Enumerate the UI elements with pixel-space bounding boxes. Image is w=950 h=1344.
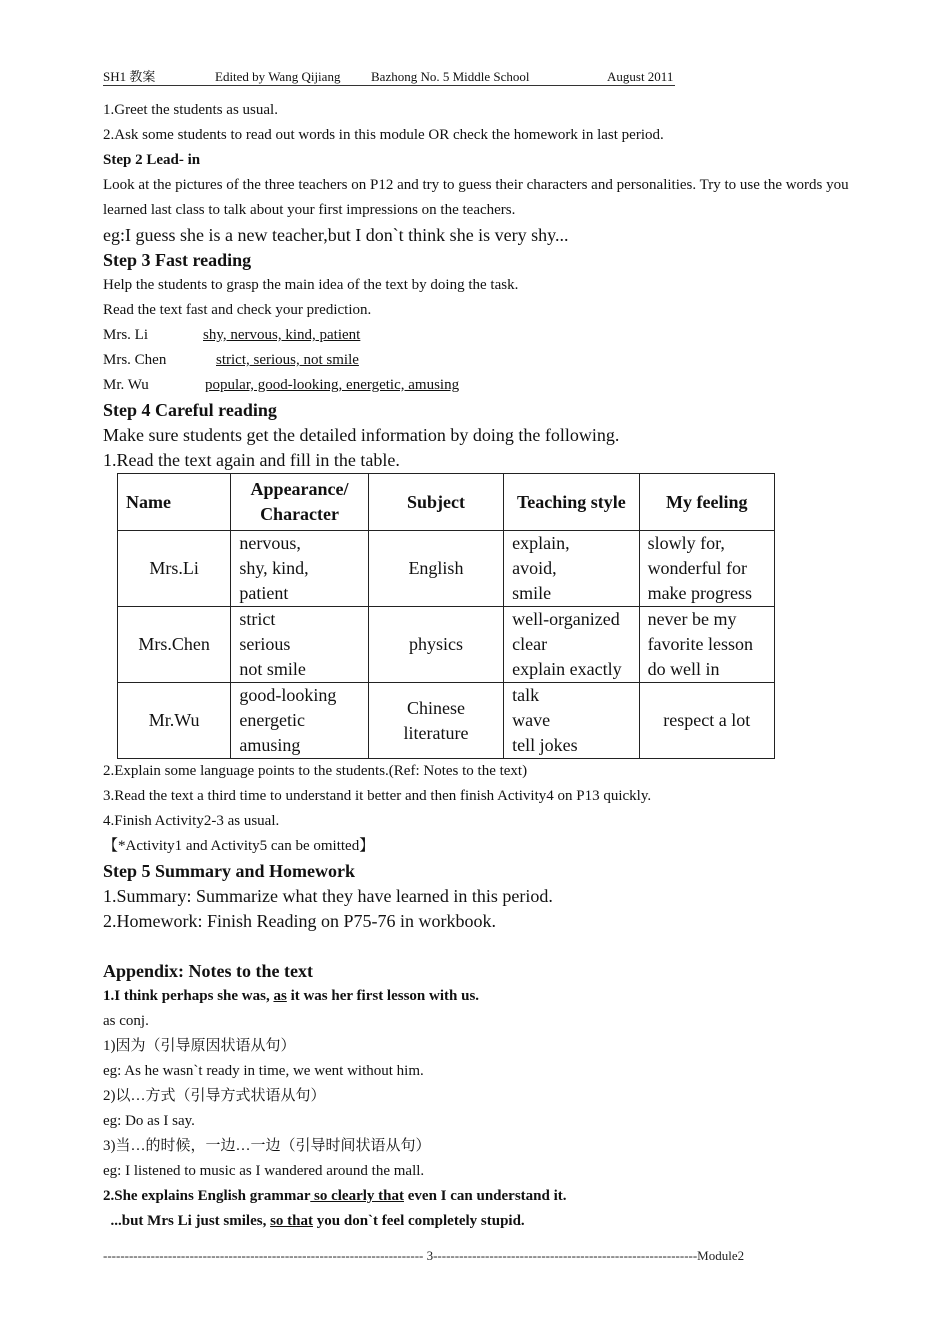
cell-subject — [368, 683, 503, 759]
header-subject: Subject — [368, 474, 503, 531]
table-row — [118, 683, 775, 759]
meaning-1: 1)因为（引导原因状语从句） — [103, 1038, 296, 1054]
as-conj: as conj. — [103, 1013, 149, 1029]
cell-name: Mrs.Chen — [118, 607, 231, 683]
cell-line: not smile — [239, 659, 306, 679]
step3-line1: Help the students to grasp the main idea of the text by doing the task. — [103, 277, 519, 293]
cell-feeling — [639, 531, 774, 607]
header-character-line1: Appearance/ — [250, 479, 349, 499]
cell-line: literature — [403, 722, 469, 743]
step1-line1: 1.Greet the students as usual. — [103, 102, 278, 118]
cell-line: energetic — [239, 710, 305, 730]
step4-task1: 1.Read the text again and fill in the table. — [103, 450, 400, 470]
prediction-name: Mrs. Li — [103, 327, 148, 343]
cell-line: tell jokes — [512, 735, 578, 755]
header-date: August 2011 — [607, 69, 674, 84]
point-text: ...but Mrs Li just smiles, — [103, 1213, 271, 1229]
step4-task4: 4.Finish Activity2-3 as usual. — [103, 813, 280, 829]
cell-line: good-looking — [239, 685, 337, 705]
step3-line2: Read the text fast and check your prediction. — [103, 302, 372, 318]
header-course: SH1 教案 — [103, 69, 156, 84]
cell-line: well-organized — [512, 609, 620, 629]
prediction-row — [103, 323, 853, 348]
meaning-3: 3)当…的时候，一边…一边（引导时间状语从句） — [103, 1138, 431, 1154]
step3-title: Step 3 Fast reading — [103, 250, 252, 270]
cell-line: talk — [512, 685, 540, 705]
cell-line: never be my — [647, 609, 737, 629]
cell-line: avoid, — [512, 558, 557, 578]
point-text: even I can understand it. — [404, 1188, 567, 1204]
point-key: so clearly that — [310, 1188, 404, 1204]
prediction-row — [103, 373, 853, 398]
cell-line: respect a lot — [663, 710, 751, 730]
header-character — [231, 474, 368, 531]
cell-name: Mr.Wu — [118, 683, 231, 759]
cell-line: wave — [512, 710, 551, 730]
cell-style — [504, 683, 639, 759]
header-editor: Edited by Wang Qijiang — [215, 69, 341, 84]
step4-note: 【*Activity1 and Activity5 can be omitted】 — [103, 838, 375, 854]
prediction-row — [103, 348, 853, 373]
prediction-traits: shy, nervous, kind, patient — [203, 327, 361, 343]
point-text: it was her first lesson with us. — [286, 988, 480, 1004]
blank-line — [103, 934, 853, 959]
point-text: you don`t feel completely stupid. — [313, 1213, 525, 1229]
point-key: as — [273, 988, 287, 1004]
cell-feeling — [639, 683, 774, 759]
step5-line1: 1.Summary: Summarize what they have learned in this period. — [103, 886, 553, 906]
table-header-row — [118, 474, 775, 531]
header-my-feeling: My feeling — [639, 474, 774, 531]
teachers-table — [117, 473, 775, 759]
point-key: so that — [270, 1213, 314, 1229]
cell-line: slowly for, — [647, 533, 725, 553]
cell-line: explain exactly — [512, 659, 622, 679]
cell-line: explain, — [512, 533, 570, 553]
prediction-name: Mrs. Chen — [103, 352, 167, 368]
appendix-point3 — [103, 1209, 853, 1234]
cell-subject — [368, 607, 503, 683]
appendix-point2 — [103, 1184, 853, 1209]
step1-line2: 2.Ask some students to read out words in this module OR check the homework in last period. — [103, 127, 664, 143]
prediction-name: Mr. Wu — [103, 377, 149, 393]
page-header — [103, 68, 675, 86]
step5-title: Step 5 Summary and Homework — [103, 861, 356, 881]
cell-line: physics — [408, 634, 463, 654]
cell-line: do well in — [647, 659, 720, 679]
cell-line: serious — [239, 634, 291, 654]
step4-intro: Make sure students get the detailed information by doing the following. — [103, 425, 620, 445]
step5-line2: 2.Homework: Finish Reading on P75-76 in workbook. — [103, 911, 496, 931]
cell-subject — [368, 531, 503, 607]
appendix-title: Appendix: Notes to the text — [103, 961, 313, 981]
prediction-traits: popular, good-looking, energetic, amusing — [205, 377, 460, 393]
cell-line: wonderful for — [647, 558, 748, 578]
meaning-2: 2)以…方式（引导方式状语从句） — [103, 1088, 326, 1104]
cell-character — [231, 683, 368, 759]
cell-line: strict — [239, 609, 276, 629]
cell-line: English — [408, 558, 464, 578]
cell-style — [504, 531, 639, 607]
appendix-point1 — [103, 984, 853, 1009]
cell-line: smile — [512, 583, 552, 603]
point-text: 2.She explains English grammar — [103, 1188, 311, 1204]
step4-task2: 2.Explain some language points to the students.(Ref: Notes to the text) — [103, 763, 528, 779]
cell-feeling — [639, 607, 774, 683]
point-text: 1.I think perhaps she was, — [103, 988, 274, 1004]
step4-title: Step 4 Careful reading — [103, 400, 277, 420]
table-row — [118, 531, 775, 607]
lesson-content — [103, 98, 853, 1234]
prediction-traits: strict, serious, not smile — [216, 352, 359, 368]
step2-title: Step 2 Lead- in — [103, 152, 201, 168]
header-school: Bazhong No. 5 Middle School — [371, 69, 530, 84]
cell-line: patient — [239, 583, 289, 603]
cell-line: favorite lesson — [647, 634, 754, 654]
cell-character — [231, 607, 368, 683]
step4-task3: 3.Read the text a third time to understand it better and then finish Activity4 on P13 quickly. — [103, 788, 652, 804]
header-character-line2: Character — [260, 504, 340, 524]
step2-text: Look at the pictures of the three teachers on P12 and try to guess their characters and personalities. Try to use the words you learned last class to talk about your first impressions on the teachers. — [103, 177, 849, 218]
cell-name: Mrs.Li — [118, 531, 231, 607]
cell-line: shy, kind, — [239, 558, 309, 578]
table-row — [118, 607, 775, 683]
cell-line: nervous, — [239, 533, 301, 553]
cell-line: clear — [512, 634, 548, 654]
example-2: eg: Do as I say. — [103, 1113, 195, 1129]
cell-line: make progress — [647, 583, 753, 603]
page-footer: -------------------------------------------------------------------------- 3-------------------------------------------------------------Module2 — [103, 1248, 745, 1263]
cell-line: amusing — [239, 735, 301, 755]
example-1: eg: As he wasn`t ready in time, we went without him. — [103, 1063, 424, 1079]
cell-style — [504, 607, 639, 683]
example-3: eg: I listened to music as I wandered around the mall. — [103, 1163, 425, 1179]
cell-line: Chinese — [406, 697, 465, 718]
cell-character — [231, 531, 368, 607]
header-teaching-style: Teaching style — [504, 474, 639, 531]
header-name: Name — [118, 474, 231, 531]
step2-example: eg:I guess she is a new teacher,but I don`t think she is very shy... — [103, 225, 569, 245]
